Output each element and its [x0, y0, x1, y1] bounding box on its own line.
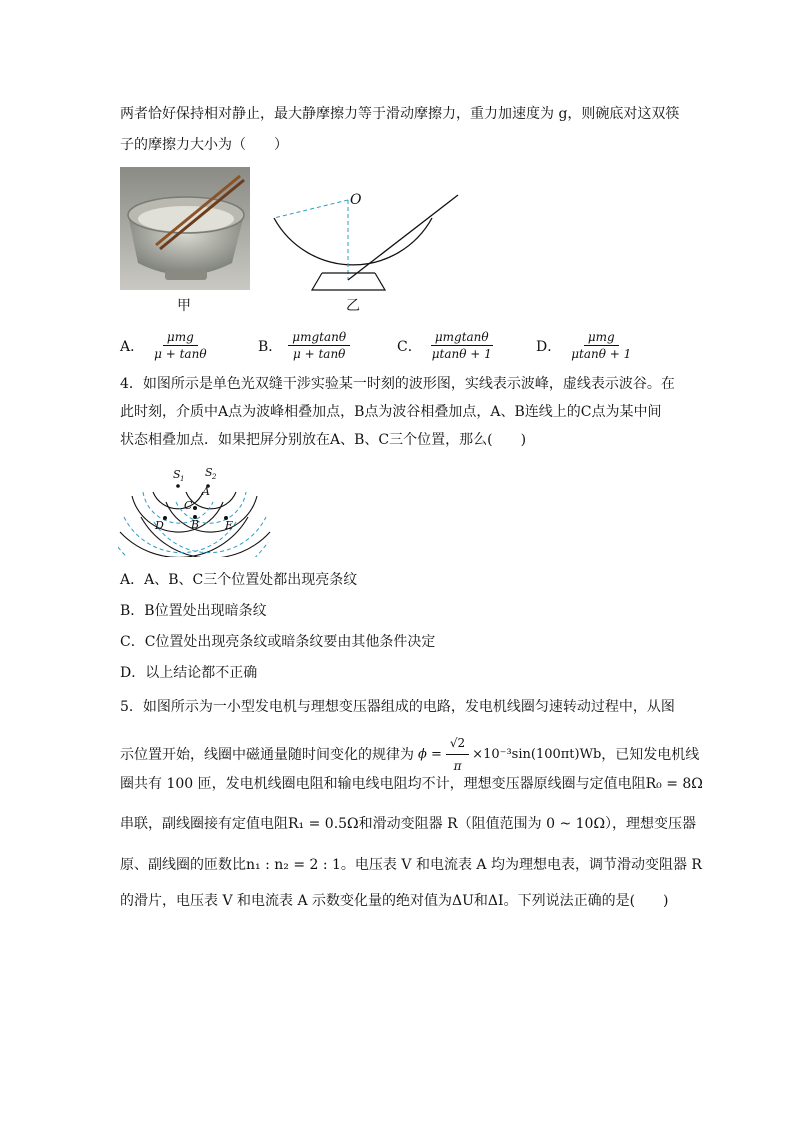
- fraction: $\frac{\text{μmgtanθ}}{\mu\tan\theta + 1}$: [431, 330, 492, 361]
- bowl-chopsticks-photo: [120, 167, 250, 290]
- q3-text-line-1: 两者恰好保持相对静止，最大静摩擦力等于滑动摩擦力，重力加速度为 g，则碗底对这双筷: [120, 106, 680, 122]
- interference-wave-diagram: [118, 462, 273, 557]
- label-b: B: [191, 518, 200, 531]
- label-e: E: [225, 519, 234, 532]
- q4-text-line-2: 此时刻，介质中A点为波峰相叠加点，B点为波谷相叠加点，A、B连线上的C点为某中间: [120, 404, 662, 420]
- q3-option-c[interactable]: C． $\frac{\text{μmgtanθ}}{\mu\tan\theta + 1}$: [397, 330, 496, 361]
- q5-text-line-5: 原、副线圈的匝数比n₁ : n₂ = 2 : 1。电压表 V 和电流表 A 均为理想电表，调节滑动变阻器 R: [120, 857, 702, 873]
- fraction: $\frac{\text{μmgtanθ}}{\mu + \tan\theta}$: [288, 330, 350, 361]
- q4-option-d[interactable]: D．以上结论都不正确: [120, 665, 258, 681]
- bowl-cross-section-diagram: [260, 180, 470, 300]
- q3-option-a[interactable]: A． $\frac{\text{μmg}}{\mu + \tan\theta}$: [120, 330, 211, 361]
- q4-option-c[interactable]: C．C位置处出现亮条纹或暗条纹要由其他条件决定: [120, 634, 436, 650]
- label-s2-sub: 2: [212, 473, 217, 481]
- q5-text-line-1: 5．如图所示为一小型发电机与理想变压器组成的电路，发电机线圈匀速转动过程中，从图: [120, 699, 675, 715]
- fraction: $\frac{\text{μmg}}{\mu + \tan\theta}$: [154, 330, 207, 361]
- q4-text-line-3: 状态相叠加点．如果把屏分别放在A、B、C三个位置，那么( ): [120, 432, 527, 448]
- q4-text-line-1: 4．如图所示是单色光双缝干涉实验某一时刻的波形图，实线表示波峰，虚线表示波谷。在: [120, 376, 675, 392]
- fraction: $\frac{\text{μmg}}{\mu\tan\theta + 1}$: [571, 330, 632, 361]
- phi-fraction: $\frac{√2}{\pi}$: [446, 733, 469, 776]
- label-a: A: [202, 485, 210, 498]
- label-s1-sub: 1: [180, 475, 185, 483]
- q4-option-b[interactable]: B．B位置处出现暗条纹: [120, 603, 267, 619]
- q5-text-line-6: 的滑片，电压表 V 和电流表 A 示数变化量的绝对值为ΔU和ΔI。下列说法正确的是( ): [120, 893, 669, 909]
- label-d: D: [155, 519, 164, 532]
- label-c: C: [184, 499, 193, 512]
- fig-yi-caption: 乙: [346, 298, 360, 314]
- point-o-label: O: [350, 192, 362, 208]
- q5-text-line-2: 示位置开始，线圈中磁通量随时间变化的规律为 ϕ = $\frac{√2}{\pi}$ ×10⁻³sin(100πt)Wb ，已知发电机线: [120, 733, 699, 776]
- q3-text-line-2: 子的摩擦力大小为（ ）: [120, 137, 288, 153]
- q5-text-line-4: 串联，副线圈接有定值电阻R₁ = 0.5Ω和滑动变阻器 R（阻值范围为 0 ~ 10Ω），理想变压器: [120, 816, 697, 832]
- fig-jia-caption: 甲: [177, 298, 191, 314]
- q3-option-d[interactable]: D． $\frac{\text{μmg}}{\mu\tan\theta + 1}$: [536, 330, 635, 361]
- q4-option-a[interactable]: A．A、B、C三个位置处都出现亮条纹: [120, 572, 358, 588]
- label-s2: S: [205, 466, 213, 479]
- q3-option-b[interactable]: B． $\frac{\text{μmgtanθ}}{\mu + \tan\theta}$: [258, 330, 350, 361]
- label-s1: S: [173, 468, 181, 481]
- q5-text-line-3: 圈共有 100 匝，发电机线圈电阻和输电线电阻均不计，理想变压器原线圈与定值电阻R₀ = 8Ω: [120, 776, 703, 792]
